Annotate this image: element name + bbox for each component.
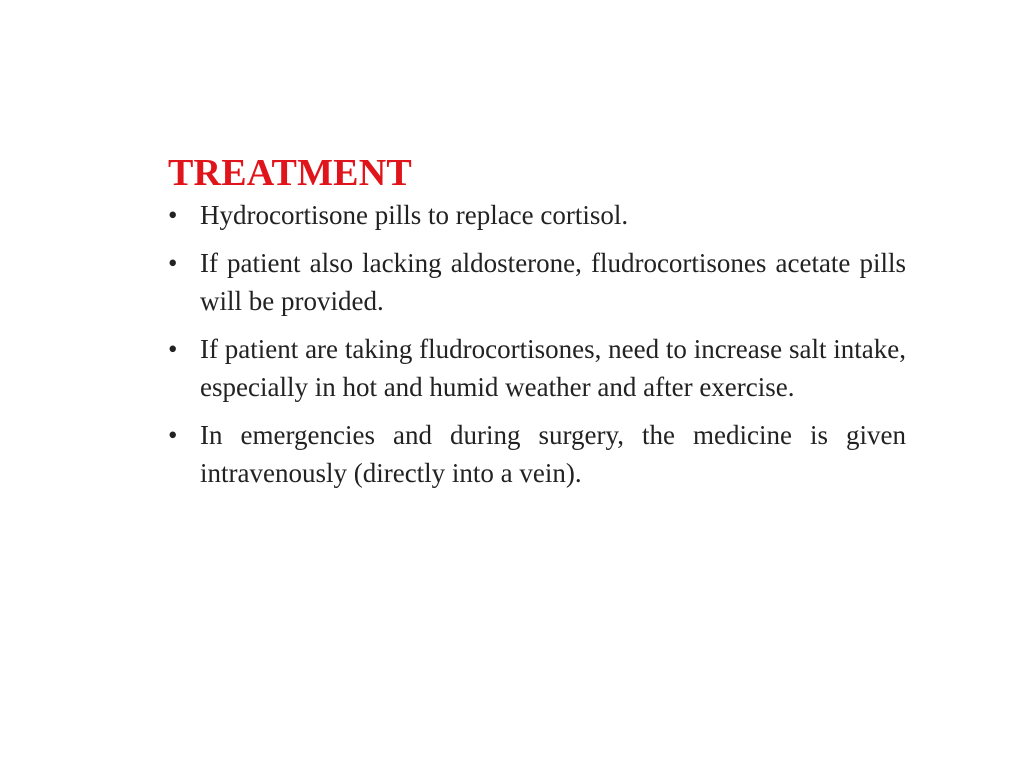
bullet-icon: •	[168, 419, 178, 450]
bullet-text: If patient also lacking aldosterone, fludrocortisones acetate pills will be provided.	[200, 247, 906, 316]
bullet-icon: •	[168, 200, 178, 230]
bullet-text: In emergencies and during surgery, the medicine is given intravenously (directly into a vein).	[200, 419, 906, 488]
slide-content	[168, 150, 906, 502]
bullet-text: Hydrocortisone pills to replace cortisol.	[200, 200, 629, 230]
bullet-list	[168, 196, 906, 493]
bullet-item	[168, 196, 906, 235]
bullet-icon: •	[168, 333, 178, 364]
bullet-item	[168, 244, 906, 321]
slide-heading: TREATMENT	[168, 152, 412, 194]
bullet-text: If patient are taking fludrocortisones, need to increase salt intake, especially in hot and humid weather and after exercise.	[200, 333, 906, 402]
bullet-icon: •	[168, 247, 178, 278]
bullet-item	[168, 416, 906, 493]
bullet-item	[168, 330, 906, 407]
